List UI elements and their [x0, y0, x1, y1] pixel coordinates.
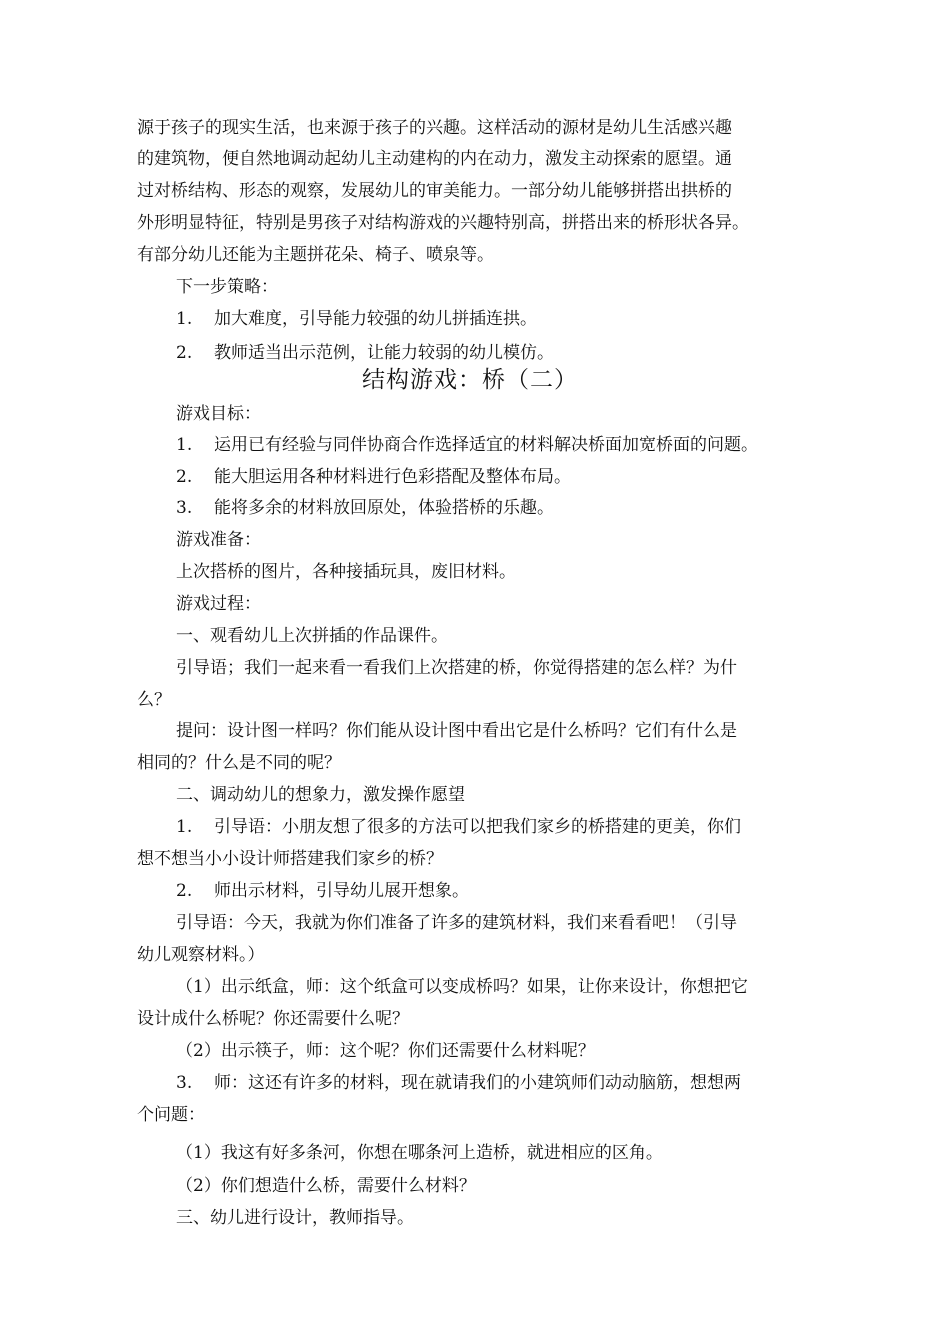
- step-1-line-2: 想不想当小小设计师搭建我们家乡的桥？: [137, 849, 443, 869]
- step-3-line-1: [176, 1072, 741, 1094]
- list-text: 教师适当出示范例，让能力较弱的幼儿模仿。: [214, 343, 554, 363]
- intro-line-2: 的建筑物，便自然地调动起幼儿主动建构的内在动力，激发主动探索的愿望。通: [137, 149, 732, 169]
- list-text: 运用已有经验与同伴协商合作选择适宜的材料解决桥面加宽桥面的问题。: [214, 435, 758, 455]
- goals-heading: 游戏目标：: [176, 404, 261, 424]
- list-number: 2.: [176, 881, 193, 901]
- list-text: 引导语：小朋友想了很多的方法可以把我们家乡的桥搭建的更美，你们: [214, 817, 741, 837]
- guide-1-line-1: 引导语；我们一起来看一看我们上次搭建的桥，你觉得搭建的怎么样？为什: [176, 658, 737, 678]
- step-3-line-2: 个问题：: [137, 1105, 205, 1125]
- process-section-1: 一、观看幼儿上次拼插的作品课件。: [176, 626, 448, 646]
- intro-line-3: 过对桥结构、形态的观察，发展幼儿的审美能力。一部分幼儿能够拼搭出拱桥的: [137, 181, 732, 201]
- list-number: 2.: [176, 467, 193, 487]
- step-2: [176, 880, 469, 902]
- question-line-2: 相同的？什么是不同的呢？: [137, 753, 341, 773]
- next-strategy-item: [176, 308, 537, 330]
- intro-line-4: 外形明显特征，特别是男孩子对结构游戏的兴趣特别高，拼搭出来的桥形状各异。: [137, 213, 749, 233]
- step-1-line-1: [176, 816, 741, 838]
- sub-item-1-line-2: 设计成什么桥呢？你还需要什么呢？: [137, 1009, 409, 1029]
- intro-line-5: 有部分幼儿还能为主题拼花朵、椅子、喷泉等。: [137, 245, 494, 265]
- prep-heading: 游戏准备：: [176, 530, 261, 550]
- process-heading: 游戏过程：: [176, 594, 261, 614]
- list-number: 2.: [176, 343, 193, 363]
- process-section-2: 二、调动幼儿的想象力，激发操作愿望: [176, 785, 465, 805]
- guide-2-line-2: 幼儿观察材料。）: [137, 945, 265, 965]
- guide-2-line-1: 引导语：今天，我就为你们准备了许多的建筑材料，我们来看看吧！（引导: [176, 913, 737, 933]
- list-text: 加大难度，引导能力较强的幼儿拼插连拱。: [214, 309, 537, 329]
- sub-item-2: （2）出示筷子，师：这个呢？你们还需要什么材料呢？: [176, 1041, 595, 1061]
- sub-item-1-line-1: （1）出示纸盒，师：这个纸盒可以变成桥吗？如果，让你来设计，你想把它: [176, 977, 748, 997]
- goal-item: [176, 497, 554, 519]
- question-item-2: （2）你们想造什么桥，需要什么材料？: [176, 1176, 476, 1196]
- question-line-1: 提问：设计图一样吗？你们能从设计图中看出它是什么桥吗？它们有什么是: [176, 721, 737, 741]
- section-title: 结构游戏：桥（二）: [362, 367, 578, 393]
- list-number: 1.: [176, 435, 193, 455]
- next-strategy-item: [176, 342, 554, 364]
- list-text: 能将多余的材料放回原处，体验搭桥的乐趣。: [214, 498, 554, 518]
- goal-item: [176, 434, 758, 456]
- prep-text: 上次搭桥的图片，各种接插玩具，废旧材料。: [176, 562, 516, 582]
- next-strategy-heading: 下一步策略：: [176, 277, 278, 297]
- question-item-1: （1）我这有好多条河，你想在哪条河上造桥，就进相应的区角。: [176, 1143, 663, 1163]
- list-number: 1.: [176, 309, 193, 329]
- list-number: 3.: [176, 498, 193, 518]
- process-section-3: 三、幼儿进行设计，教师指导。: [176, 1208, 414, 1228]
- list-text: 师出示材料，引导幼儿展开想象。: [214, 881, 469, 901]
- list-number: 1.: [176, 817, 193, 837]
- list-text: 能大胆运用各种材料进行色彩搭配及整体布局。: [214, 467, 571, 487]
- guide-1-line-2: 么？: [137, 690, 171, 710]
- list-text: 师：这还有许多的材料，现在就请我们的小建筑师们动动脑筋，想想两: [214, 1073, 741, 1093]
- goal-item: [176, 466, 571, 488]
- list-number: 3.: [176, 1073, 193, 1093]
- intro-line-1: 源于孩子的现实生活，也来源于孩子的兴趣。这样活动的源材是幼儿生活感兴趣: [137, 118, 732, 138]
